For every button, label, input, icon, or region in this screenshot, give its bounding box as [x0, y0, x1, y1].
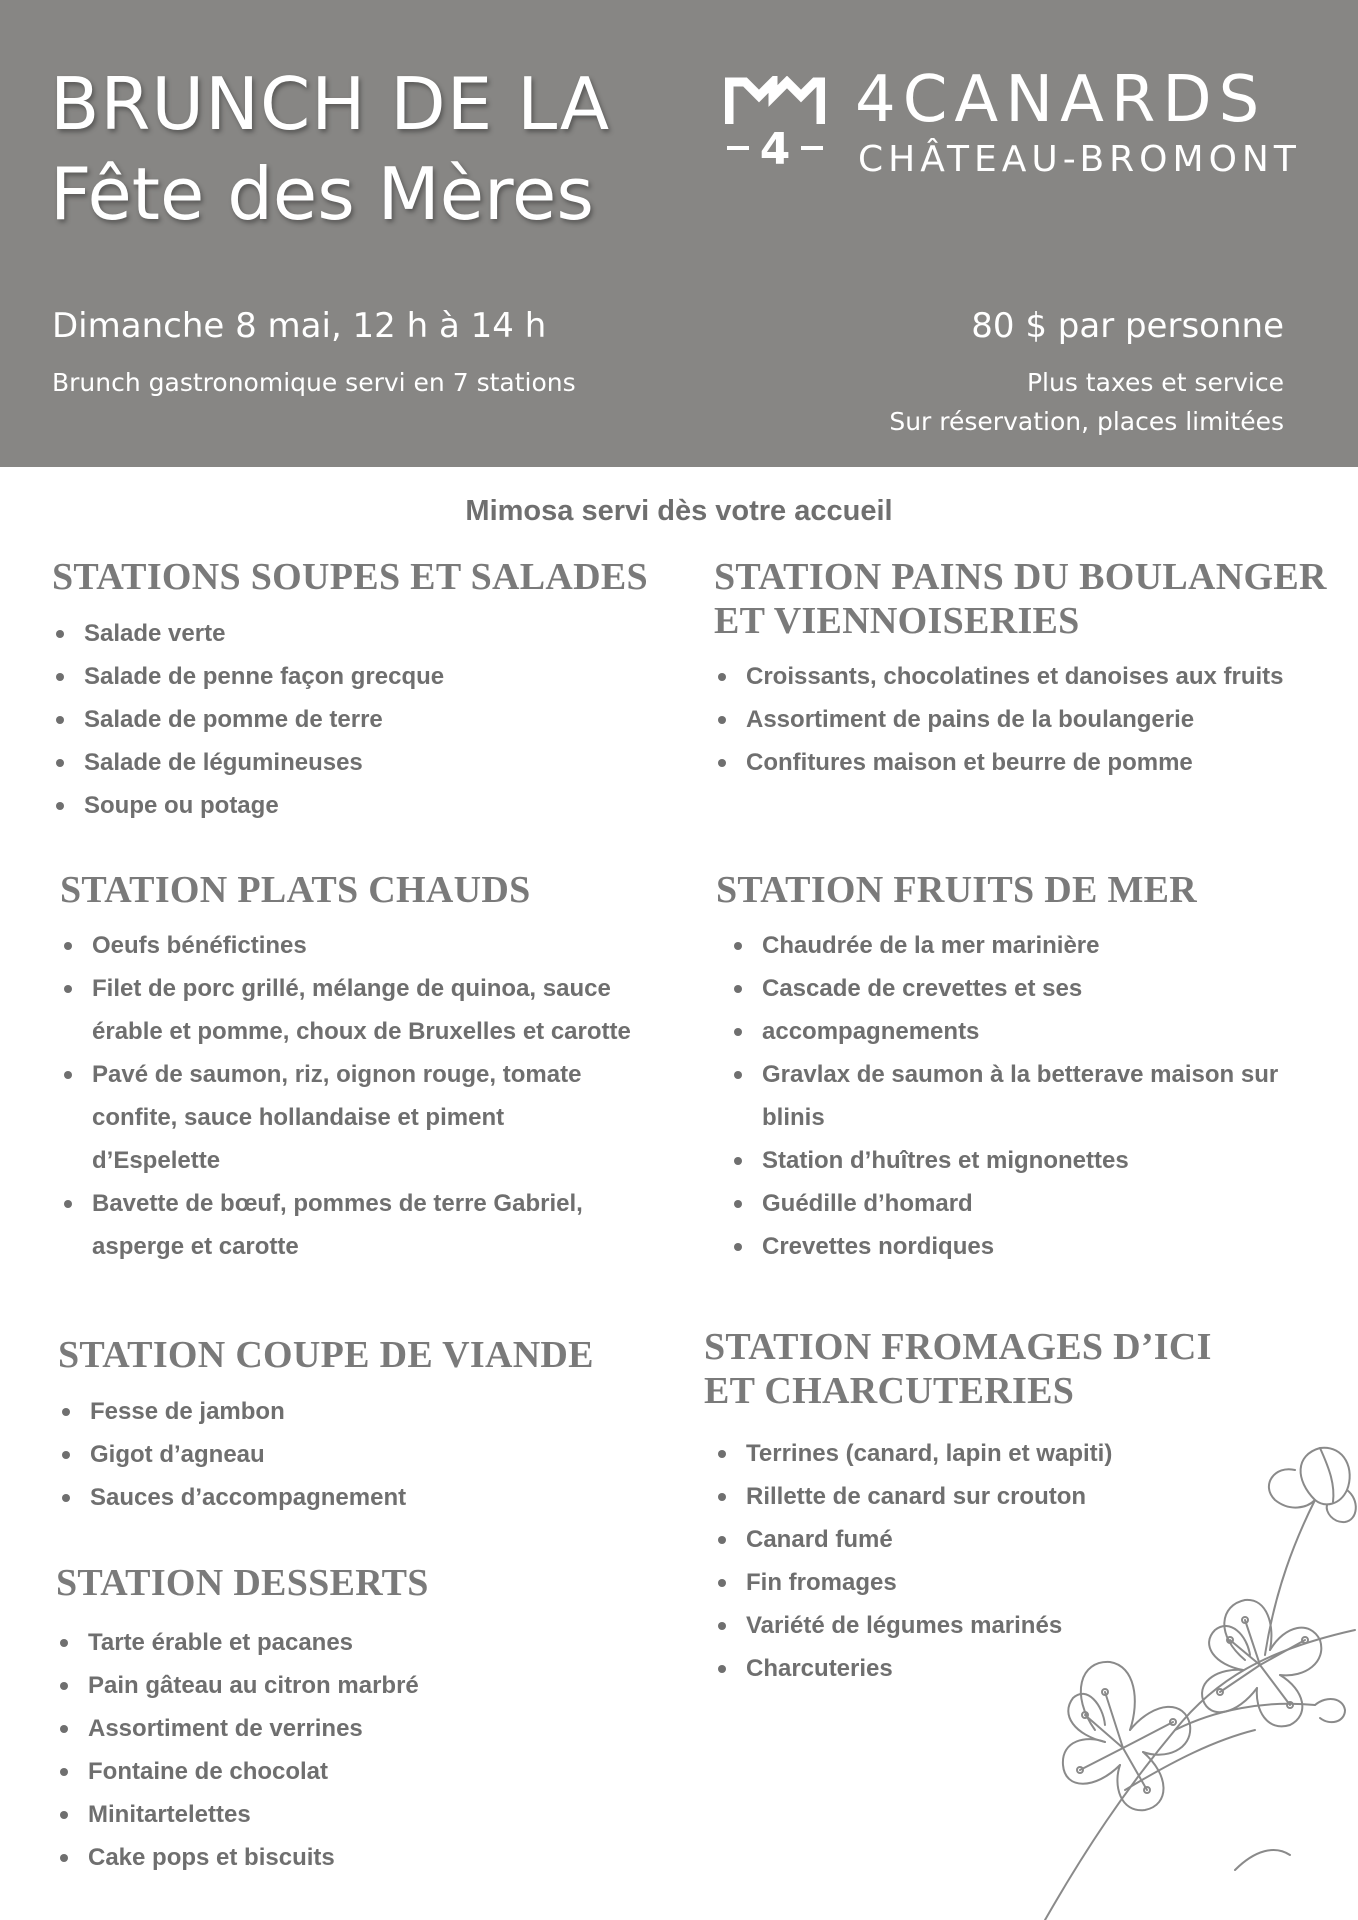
station-items	[60, 924, 690, 1268]
castle-logo-icon	[725, 76, 825, 176]
list-item: Chaudrée de la mer marinière	[730, 924, 1316, 967]
list-item: Salade verte	[52, 612, 648, 655]
list-item: Oeufs bénéfictines	[60, 924, 690, 967]
list-item: Croissants, chocolatines et danoises aux fruits	[714, 655, 1327, 698]
title-line-2: Fête des Mères	[50, 152, 594, 236]
list-item: Rillette de canard sur crouton	[714, 1475, 1264, 1518]
list-item: Salade de pomme de terre	[52, 698, 648, 741]
station-title: STATIONS SOUPES ET SALADES	[52, 556, 648, 598]
station-items	[56, 1621, 429, 1879]
list-item: accompagnements	[730, 1010, 1316, 1053]
list-item: Sauces d’accompagnement	[58, 1476, 594, 1519]
station-title: STATION COUPE DE VIANDE	[58, 1334, 594, 1376]
station-pains-viennoiseries	[714, 555, 1327, 784]
list-item: Fesse de jambon	[58, 1390, 594, 1433]
list-item: Filet de porc grillé, mélange de quinoa, sauce érable et pomme, choux de Bruxelles et carotte	[60, 967, 652, 1053]
magnolia-flower-icon	[975, 1430, 1358, 1920]
list-item: Assortiment de verrines	[56, 1707, 429, 1750]
list-item: Gravlax de saumon à la betterave maison sur blinis	[730, 1053, 1292, 1139]
station-title-line-2: ET VIENNOISERIES	[714, 600, 1080, 642]
station-items	[714, 655, 1327, 784]
list-item: Salade de penne façon grecque	[52, 655, 648, 698]
list-item: Pain gâteau au citron marbré	[56, 1664, 429, 1707]
brand-subtitle: CHÂTEAU-BROMONT	[858, 139, 1301, 180]
list-item: Bavette de bœuf, pommes de terre Gabriel, asperge et carotte	[60, 1182, 652, 1268]
price-taxes-note: Plus taxes et service	[1026, 368, 1284, 397]
list-item: Assortiment de pains de la boulangerie	[714, 698, 1327, 741]
logo-numeral: 4	[759, 124, 791, 175]
list-item: Confitures maison et beurre de pomme	[714, 741, 1327, 784]
list-item: Tarte érable et pacanes	[56, 1621, 429, 1664]
list-item: Guédille d’homard	[730, 1182, 1316, 1225]
station-title: STATION PLATS CHAUDS	[60, 869, 531, 911]
list-item: Cake pops et biscuits	[56, 1836, 429, 1879]
station-items	[716, 924, 1316, 1268]
list-item: Gigot d’agneau	[58, 1433, 594, 1476]
station-items	[52, 612, 648, 827]
station-items	[58, 1390, 594, 1519]
station-desserts	[56, 1561, 429, 1879]
list-item: Soupe ou potage	[52, 784, 648, 827]
station-plats-chauds	[60, 868, 690, 1268]
title-line-1: BRUNCH DE LA	[50, 62, 611, 146]
brand-name: 4CANARDS	[855, 63, 1267, 137]
list-item: Variété de légumes marinés	[714, 1604, 1264, 1647]
list-item: Fontaine de chocolat	[56, 1750, 429, 1793]
event-date: Dimanche 8 mai, 12 h à 14 h	[52, 306, 547, 346]
list-item: Minitartelettes	[56, 1793, 429, 1836]
list-item: Crevettes nordiques	[730, 1225, 1316, 1268]
station-soupes-salades	[52, 555, 648, 827]
list-item: Station d’huîtres et mignonettes	[730, 1139, 1316, 1182]
header-banner	[0, 0, 1358, 467]
event-description: Brunch gastronomique servi en 7 stations	[52, 368, 576, 397]
station-title-line-2: ET CHARCUTERIES	[704, 1370, 1075, 1412]
station-title-line-1: STATION PAINS DU BOULANGER	[714, 556, 1327, 598]
reservation-note: Sur réservation, places limitées	[889, 407, 1284, 436]
station-title: STATION FRUITS DE MER	[716, 869, 1198, 911]
list-item: Cascade de crevettes et ses	[730, 967, 1316, 1010]
station-title: STATION DESSERTS	[56, 1562, 429, 1604]
station-coupe-de-viande	[58, 1333, 594, 1519]
event-price: 80 $ par personne	[971, 306, 1284, 346]
list-item: Fin fromages	[714, 1561, 1264, 1604]
list-item: Salade de légumineuses	[52, 741, 648, 784]
station-fruits-de-mer	[716, 868, 1316, 1268]
list-item: Charcuteries	[714, 1647, 1264, 1690]
station-title-line-1: STATION FROMAGES D’ICI	[704, 1326, 1212, 1368]
mimosa-note: Mimosa servi dès votre accueil	[465, 495, 893, 527]
list-item: Pavé de saumon, riz, oignon rouge, tomate confite, sauce hollandaise et piment d’Espelette	[60, 1053, 632, 1182]
list-item: Terrines (canard, lapin et wapiti)	[714, 1432, 1264, 1475]
list-item: Canard fumé	[714, 1518, 1264, 1561]
